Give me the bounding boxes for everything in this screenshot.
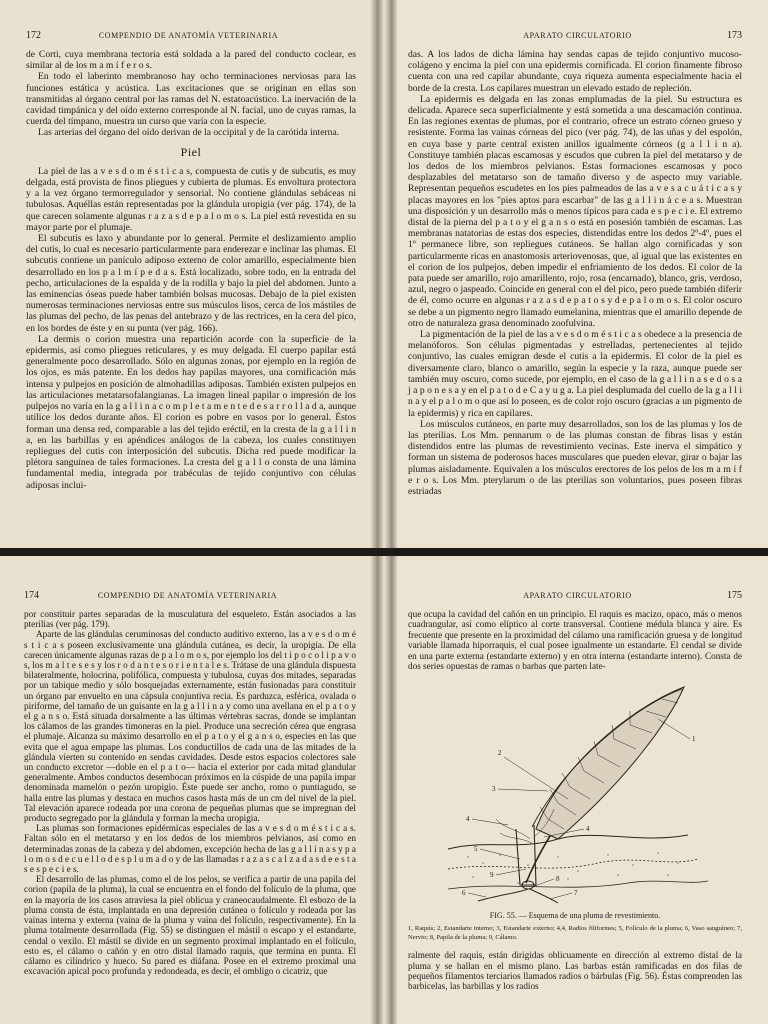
- figure-label: 9: [490, 871, 494, 880]
- figure-caption: FIG. 55. — Esquema de una pluma de revestimiento.: [489, 911, 661, 921]
- paragraph: de Corti, cuya membrana tectoria está soldada a la pared del conducto coclear, es similar al de los m a m í f e r o s.: [26, 49, 356, 72]
- paragraph: Las arterias del órgano del oído derivan de la occipital y de la carótida interna.: [38, 127, 340, 139]
- page-number: 172: [26, 30, 41, 41]
- paragraph: Los músculos cutáneos, en parte muy desarrollados, son los de las plumas y los de las pterilias. Los Mm. pennarum o de las plumas constan de fibras lisas y están distendidos entre las plumas de revestimiento vecinas. Este inerva el simpático y forman un sistema de poderosos haces musculares que pueden elevar, girar o bajar las plumas aisladamente. Equivalen a los músculos erectores de los pelos de los m a m í f e r o s. Los Mm. pterylarum o de las pterilias son voluntarios, pues poseen fibras estriadas: [408, 418, 742, 497]
- paragraph: Las plumas son formaciones epidérmicas especiales de las a v e s d o m é s t i c a s. Faltan sólo en el metatarso y en los dedos de los miembros pelvianos, así como en determinadas zonas de la cabeza y del abdomen, excepción hecha de las g a l l i n a s y p a l o m o s d e c u e l l o d e s p l u m a d o y de las llamadas r a z a s c a l z a d a s d e e s t a s e s p e c i e s.: [24, 823, 356, 875]
- running-head-title: COMPENDIO DE ANATOMÍA VETERINARIA: [97, 591, 278, 600]
- section-title: Piel: [180, 144, 202, 159]
- running-head-title: APARATO CIRCULATORIO: [523, 31, 632, 40]
- page-174: [0, 556, 384, 1024]
- page-175: [384, 556, 768, 1024]
- spread-separator: [0, 548, 768, 556]
- page-172-sheet: [0, 0, 384, 548]
- blood-vessel: [478, 889, 528, 901]
- running-head-title: COMPENDIO DE ANATOMÍA VETERINARIA: [98, 31, 279, 40]
- figure-label: 2: [498, 749, 502, 758]
- body-text: [408, 49, 742, 497]
- paragraph: que ocupa la cavidad del cañón en un principio. El raquis es macizo, opaco, más o menos cuadrangular, así como elíptico al corte transversal. Contiene médula blanca y aire. Es frecuente que presente en la proximidad del cálamo una ramificación gruesa y de longitud variable llamada hiporraquis, el cual posee igualmente un estandarte. El cendal se divide en una parte externa (estandarte externo) y en otra interna (estandarte interno). Consta de dos series opuestas de ramas o barbas que parten late-: [408, 609, 742, 672]
- page-173-sheet: [384, 0, 768, 548]
- running-head-title: APARATO CIRCULATORIO: [523, 591, 632, 600]
- nerve: [530, 889, 558, 903]
- figure-label: 7: [574, 889, 578, 898]
- body-text: [24, 609, 356, 976]
- paragraph: ralmente del raquis, están dirigidas oblicuamente en dirección al extremo distal de la pluma y se hallan en el mismo plano. Las barbas están ramificadas en dos filas de pequeños filamentos terciarios llamados radios o bárbulas (Fig. 56). Éstas comprenden las barbicelas, las barbillas y los radios: [408, 950, 742, 992]
- figure-label: 1: [692, 735, 696, 744]
- paragraph: La pigmentación de la piel de las a v e s d o m é s t i c a s obedece a la presencia de melanóforos. Son células pigmentadas y estrelladas, pertenecientes al tejido conjuntivo, las cuales emigran desde el cutis a la epidermis. El color de la piel es diversamente claro, blanco o amarillo, según la especie y la raza, aunque puede ser también muy oscuro, como sucede, por ejemplo, en el caso de la g a l l i n a s e d o s a j a p o n e s a y en el p a t o d e C a y u g a. La piel desplumada del cuello de la g a l l i n a y el p a l o m o que así lo poseen, es de color rojo oscuro (gracias a un pigmento de la epidermis) y rica en capilares.: [408, 329, 742, 419]
- paragraph: La dermis o corion muestra una repartición acorde con la superficie de la epidermis, así como pliegues reticulares, y es muy delgada. El cuerpo papilar está generalmente poco desarrollado. Sólo en algunas zonas, por ejemplo en la región de los ojos, es más patente. En los dedos hay papilas mayores, una cornificación más intensa y pulpejos en posición de almohadillas adiposas. También existen pulpejos en las articulaciones metatarsofalangianas. La imagen lineal papilar o impresión de los pulpejos no varía en la g a l l i n a c o m p l e t a m e n t e d e s a r r o l l a d a, aunque utilice los dedos durante años. El corion es pobre en vasos por lo general. Éstos forman una densa red, comparable a las del tejido eréctil, en la cresta de la g a l l i n a, en las barbillas y en apéndices análogos de la cabeza, los cuales constituyen repliegues del cutis con interposición del subcutis. Dicha red puede modificar la plétora sanguínea de tales formaciones. La cresta del g a l l o consta de una lámina fundamental media, integrada por trabéculas de tejido conjuntivo con células adiposas inclui-: [26, 333, 356, 491]
- running-head: [24, 590, 356, 601]
- vane-outer: [536, 687, 684, 839]
- paragraph: La piel de las a v e s d o m é s t i c a s, compuesta de cutis y de subcutis, es muy delgada, está provista de finos pliegues y cubierta de plumas. Es envoltura protectora y a la vez órgano termorregulador y sensorial. No contiene glándulas sebáceas ni tubulosas. Aquéllas están representadas por la glándula uropigia (ver pág. 174), de la que carecen solamente algunas r a z a s d e p a l o m o s. La piel está revestida en su mayor parte por el plumaje.: [26, 165, 356, 233]
- tissue-stipple: [467, 853, 679, 885]
- body-text: [408, 609, 742, 671]
- running-head: [408, 30, 742, 41]
- feather-diagram: [408, 679, 742, 907]
- body-text: [26, 49, 356, 491]
- page-number: 175: [726, 590, 742, 601]
- figure-label: 5: [474, 845, 478, 854]
- figure-label: 8: [556, 875, 560, 884]
- figure-label: 4: [586, 825, 590, 834]
- page-175-sheet: [384, 556, 768, 1024]
- page-172: [0, 0, 384, 548]
- paragraph: El desarrollo de las plumas, como el de los pelos, se verifica a partir de una papila del corion (papila de la pluma), la cual se encuentra en el fondo del folículo de la pluma, que en la mayoría de los casos atraviesa la piel oblicua y craneocaudalmente. El esbozo de la pluma consta de ésta, implantada en una depresión cutánea o folículo y rodeada por las vainas interna y externa (vaina de la pluma y vaina del folículo, respectivamente). En la pluma totalmente desarrollada (Fig. 55) se distinguen el mástil o escapo y el estandarte, cendal o vexilo. El mástil se divide en un segmento proximal implantado en el folículo, esto es, el cálamo o cañón y en otro distal llamado raquis, que termina en punta. El cálamo es cilíndrico y hueco. Su pared es diáfana. Posee en el extremo proximal una excavación apical poco profunda y redondeada, es decir, el ombligo o cicatriz, que: [24, 874, 356, 977]
- subcutis-layer: [448, 881, 708, 889]
- paragraph: La epidermis es delgada en las zonas emplumadas de la piel. Su estructura es delicada. Aparece seca superficialmente y está sometida a una descamación continua. En las regiones exentas de plumas, por el contrario, ofrece un estrato córneo grueso y resistente. Forma las vainas córneas del pico (ver pág. 74), de las uñas y del espolón, en cuya base y parte central existen anillos igualmente córneos (g a l l i n a). Constituye también placas escamosas y escudos que cubren la piel del metatarso y de los dedos de los miembros pelvianos. Estas formaciones escamosas y poco desplazables del metatarso son de tamaño diverso y de aspecto muy variable. Representan pequeños escudetes en los pies palmeados de las a v e s a c u á t i c a s y placas mayores en los "pies aptos para escarbar" de las g a l l i n á c e a s. Muestran una disposición y un desarrollo más o menos típicos para cada e s p e c i e. El extremo distal de la pierna del p a t o y el g a n s o está en posesión también de escamas. Las membranas natatorias de estas dos especies, distendidas entre los dedos 2º-4º, pues el 1º permanece libre, son repliegues cutáneos. Se hallan algo cornificadas y son particularmente ricas en anastomosis arteriovenosas, que, al igual que las existentes en el corion de los pulpejos, deben impedir el enfriamiento de los dedos. El color de la pata puede ser amarillo, rojo amarillento, rojo, rosa (encarnado), blanco, gris, verdoso, azul, negro o jaspeado. Coincide en general con el del pico, pero puede también diferir de él, como ocurre en algunas r a z a s d e p a t o s y d e p a l o m o s. El color oscuro se debe a un pigmento negro llamado eumelanina, mientras que el amarillo depende de otro de naturaleza grasa denominado zoofulvina.: [408, 93, 742, 329]
- figure-label: 6: [462, 889, 466, 898]
- body-text: [408, 950, 742, 992]
- feather-figure: [408, 679, 742, 907]
- figure-legend: 1, Raquis; 2, Estandarte interno; 3, Estandarte externo; 4,4, Radios filiformes; 5, Folículo de la pluma; 6, Vaso sanguíneo; 7, Nervio; 8, Papila de la pluma; 9, Cálamo.: [408, 925, 742, 941]
- paragraph: por constituir partes separadas de la musculatura del esqueleto. Están asociados a las pterilias (ver pág. 179).: [24, 609, 356, 630]
- paragraph: En todo el laberinto membranoso hay ocho terminaciones nerviosas para las funciones estática y acústica. Las excitaciones que se originan en ellas son transmitidas al órgano central por las ramas del N. estatoacústico. La inervación de la cavidad timpánica y del oído externo corresponde al N. facial, uno de cuyas ramas, la cuerda del tímpano, muestra un curso que varía con la especie.: [26, 71, 356, 128]
- paragraph: das. A los lados de dicha lámina hay sendas capas de tejido conjuntivo mucoso-colágeno y encima la piel con una epidermis cornificada. El corion finamente fibroso cuenta con una red capilar abundante, cuya riqueza aumenta especialmente hacia el borde de la cresta. Los capilares muestran un elevado estado de repleción.: [408, 49, 742, 94]
- figure-label: 3: [492, 785, 496, 794]
- paragraph: Aparte de las glándulas ceruminosas del conducto auditivo externo, las a v e s d o m é s t i c a s poseen exclusivamente una glándula cutánea, es decir, la uropigia. De ella carecen únicamente algunas razas de p a l o m o s, por ejemplo los del t i p o c o l i p a v o s, los m a l t e s e s y los r o d a n t e s o r i e n t a l e s. Trátase de una glándula dispuesta bilateralmente, holocrina, polifólica, compuesta y tubulosa, cuyas dos mitades, separadas por un tabique medio y sólo bosquejadas externamente, están fusionadas para constituir un órgano par envuelto en una cápsula conjuntiva recia. Es parduzca, esférica, ovalada o piriforme, del tamaño de un guisante en la g a l l i n a y como una avellana en el p a t o y el g a n s o. Está situada dorsalmente a las últimas vértebras sacras, donde se implantan los cálamos de las grandes timoneras en la piel. Produce una secreción cérea que engrasa el plumaje. Alcanza su máximo desarrollo en el p a t o y el g a n s o, especies en las que evita que el agua empape las plumas. Los conductillos de cada una de las mitades de la glándula vierten su contenido en sendas cavidades. Desde estos espacios colectores sale un conducto excretor —doble en el p a t o— hacia el exterior por cada mitad glandular generalmente. Ambos conductos desembocan próximos en la cúspide de una papila impar denominada mamelón o pezón uropigio. Éste puede ser ancho, romo o puntiagudo, se halla entre las plumas y destaca en muchos casos hasta más de un cm del nivel de la piel. Tal elevación aparece rodeada por una corona de pequeñas plumas que se impregnan del producto segregado por la glándula y forman la mecha uropigia.: [24, 629, 356, 824]
- paragraph: El subcutis es laxo y abundante por lo general. Permite el deslizamiento amplio del cutis, lo cual es necesario particularmente para enderezar e inclinar las plumas. El subcutis contiene un panículo adiposo externo de color amarillo, especialmente bien desarrollado en los p a l m í p e d a s. Está localizado, sobre todo, en la entrada del pecho, articulaciones de la espalda y de la rodilla y bajo la piel del abdomen. Junto a las eminencias óseas puede haber también bolsas mucosas. Debajo de la piel existen numerosas terminaciones nerviosas entre sus músculos lisos, cerca de los mástiles de las plumas del pecho, de las penas del antebrazo y de las rectrices, en la cera del pico, en los bordes de éste y en su punta (ver pág. 166).: [26, 233, 356, 334]
- page-174-sheet: [0, 556, 384, 1024]
- figure-label: 4: [466, 815, 470, 824]
- page-number: 174: [24, 590, 39, 601]
- page-number: 173: [726, 30, 742, 41]
- skin-surface: [448, 835, 688, 849]
- running-head: [26, 30, 356, 41]
- running-head: [408, 590, 742, 601]
- dermis-layer: [448, 859, 698, 869]
- follicle: [516, 825, 536, 885]
- page-173: [384, 0, 768, 548]
